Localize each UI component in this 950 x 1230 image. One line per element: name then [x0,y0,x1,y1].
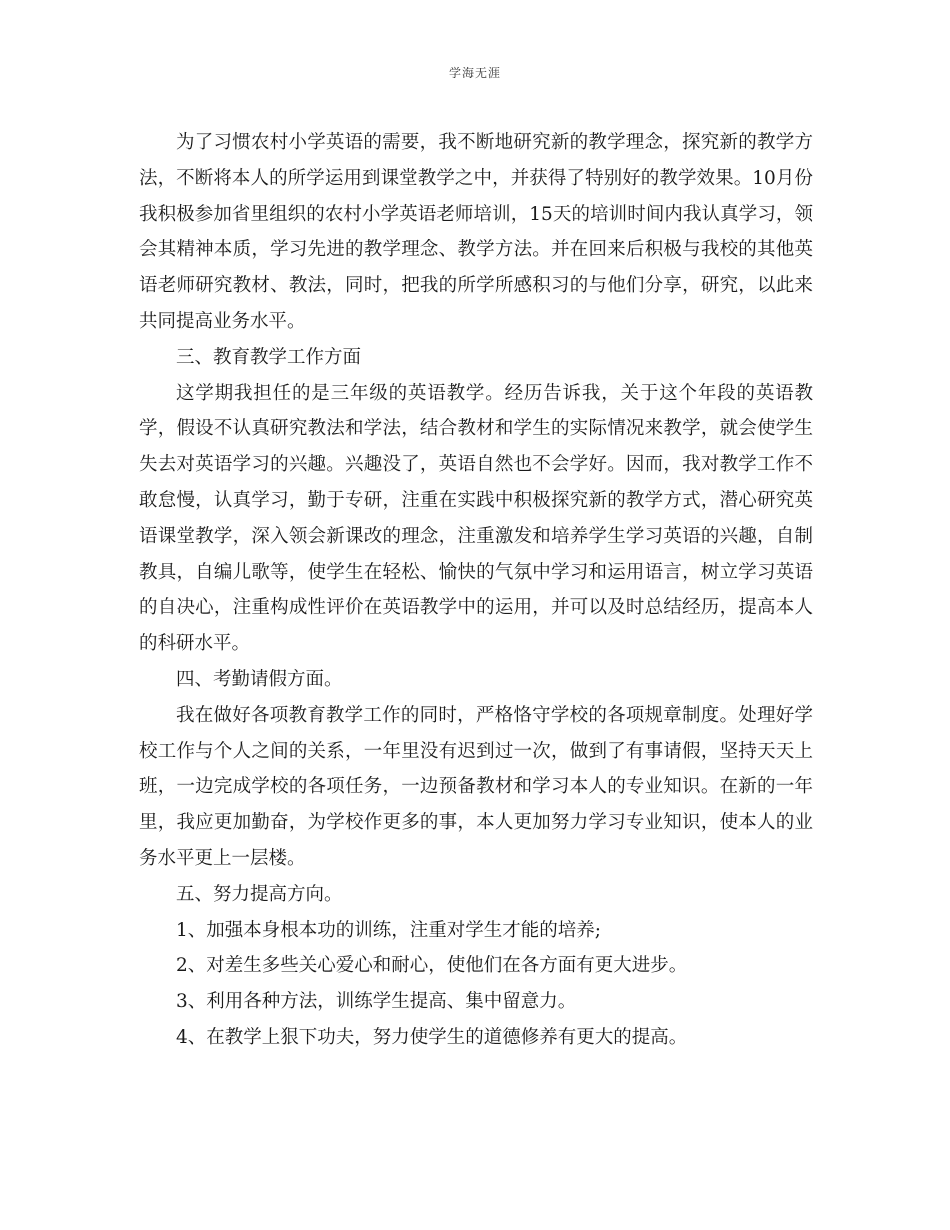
body-paragraph: 我在做好各项教育教学工作的同时，严格恪守学校的各项规章制度。处理好学校工作与个人之间的关系，一年里没有迟到过一次，做到了有事请假，坚持天天上班，一边完成学校的各项任务，一边预备教材和学习本人的专业知识。在新的一年里，我应更加勤奋，为学校作更多的事，本人更加努力学习专业知识，使本人的业务水平更上一层楼。 [139,704,813,869]
list-item: 4、在教学上狠下功夫，努力使学生的道德修养有更大的提高。 [176,1026,688,1048]
section-heading: 三、教育教学工作方面 [176,346,362,368]
section-heading: 五、努力提高方向。 [176,883,343,905]
body-paragraph: 为了习惯农村小学英语的需要，我不断地研究新的教学理念，探究新的教学方法，不断将本人的所学运用到课堂教学之中，并获得了特别好的教学效果。10月份我积极参加省里组织的农村小学英语老师培训，15天的培训时间内我认真学习，领会其精神本质，学习先进的教学理念、教学方法。并在回来后积极与我校的其他英语老师研究教材、教法，同时，把我的所学所感积习的与他们分享，研究，以此来共同提高业务水平。 [139,132,813,332]
document-body [139,125,813,1056]
body-paragraph: 这学期我担任的是三年级的英语教学。经历告诉我，关于这个年段的英语教学，假设不认真研究教法和学法，结合教材和学生的实际情况来教学，就会使学生失去对英语学习的兴趣。兴趣没了，英语自然也不会学好。因而，我对教学工作不敢怠慢，认真学习，勤于专研，注重在实践中积极探究新的教学方式，潜心研究英语课堂教学，深入领会新课改的理念，注重激发和培养学生学习英语的兴趣，自制教具，自编儿歌等，使学生在轻松、愉快的气氛中学习和运用语言，树立学习英语的自决心，注重构成性评价在英语教学中的运用，并可以及时总结经历，提高本人的科研水平。 [139,382,813,655]
list-item: 3、利用各种方法，训练学生提高、集中留意力。 [176,991,577,1013]
list-item: 1、加强本身根本功的训练，注重对学生才能的培养; [176,919,602,941]
section-heading: 四、考勤请假方面。 [176,668,343,690]
list-item: 2、对差生多些关心爱心和耐心，使他们在各方面有更大进步。 [176,955,688,977]
page-header: 学海无涯 [448,66,501,80]
